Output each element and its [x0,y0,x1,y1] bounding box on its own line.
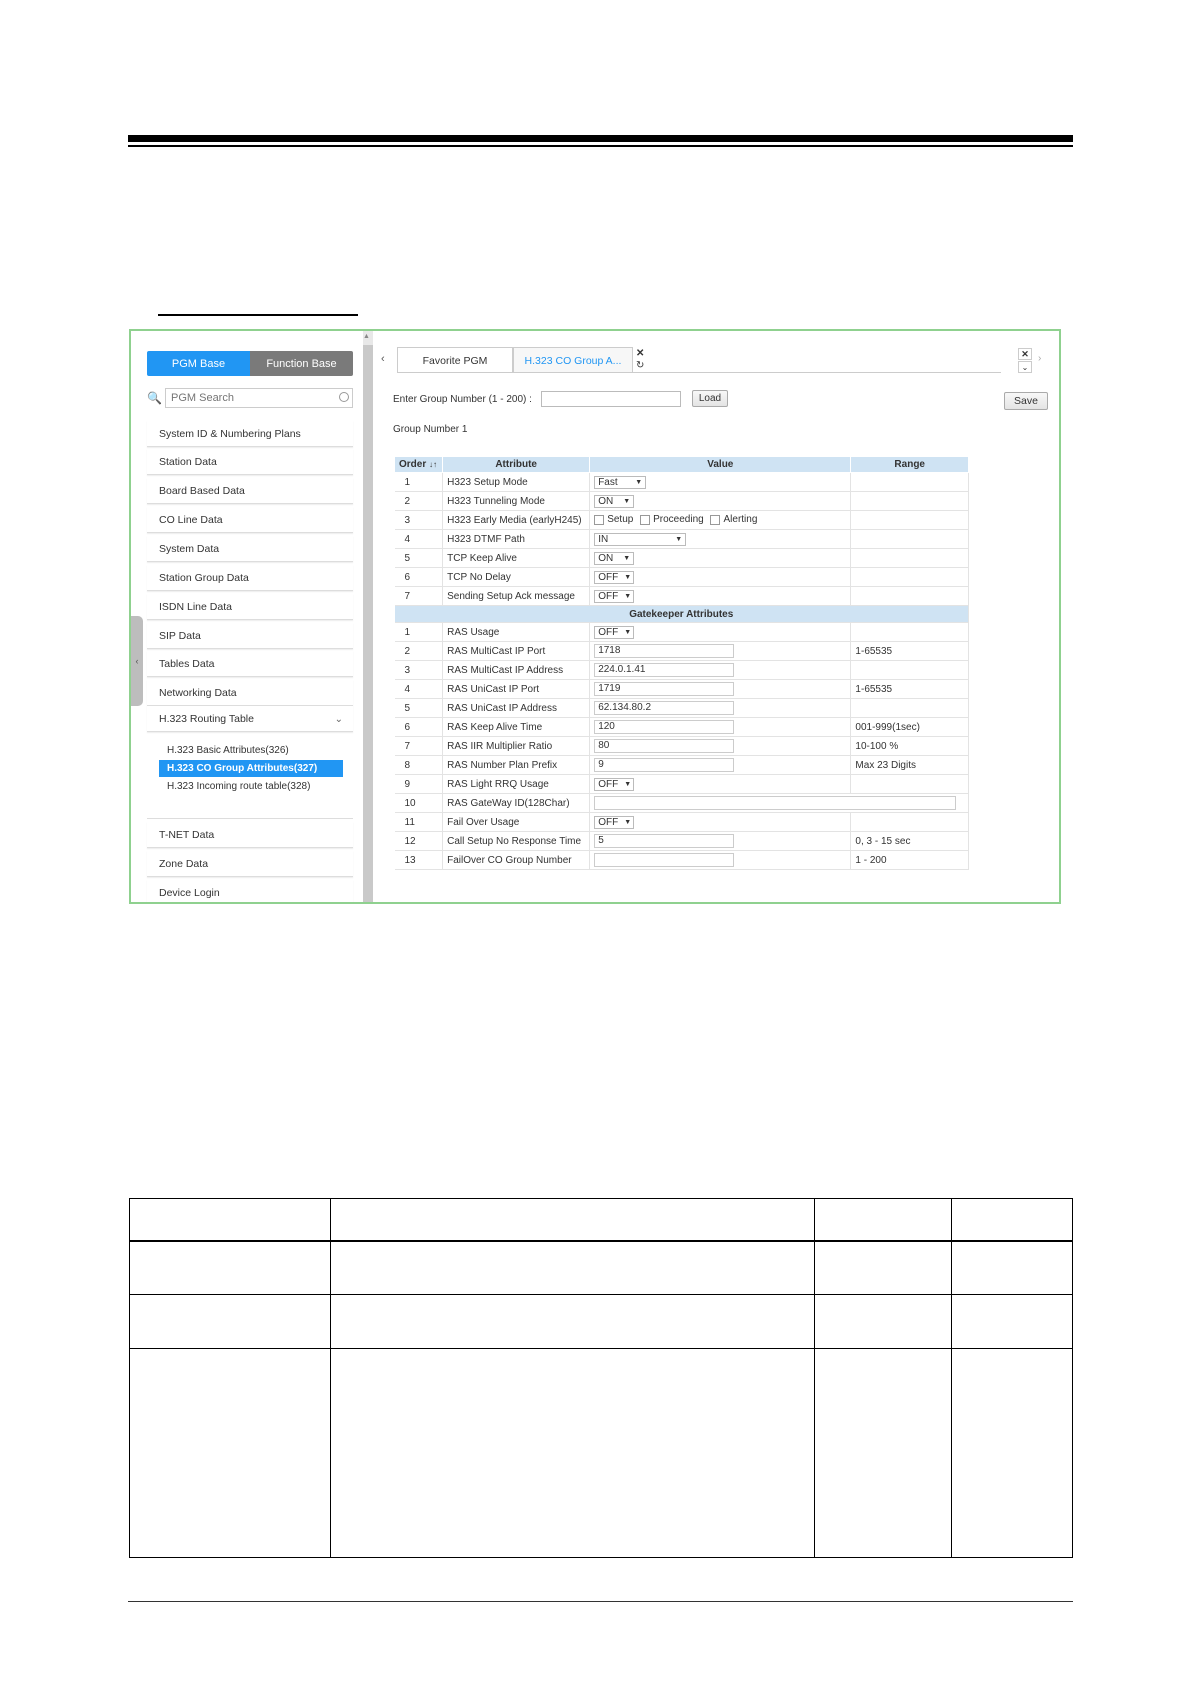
menu-tables-data[interactable]: Tables Data [147,651,353,677]
menu-h323-routing-label: H.323 Routing Table [159,712,254,725]
dropdown-arrow-icon: ▼ [624,592,632,600]
row-range [851,530,969,549]
table-row [395,737,969,756]
row-order: 6 [395,718,443,737]
early-media-checkboxes [590,511,851,530]
h323-tunneling-mode-select[interactable]: ON ▼ [594,495,634,508]
row-order: 4 [395,680,443,699]
row-order: 7 [395,587,443,606]
tab-list-dropdown-icon[interactable]: ⌄ [1018,361,1032,373]
row-range [851,492,969,511]
header-rule-thick [128,135,1073,142]
group-number-label: Group Number 1 [393,424,468,435]
table-row [395,587,969,606]
footer-rule [128,1601,1073,1602]
row-range [851,511,969,530]
ras-unicast-ip-input[interactable]: 62.134.80.2 [594,701,734,715]
row-attribute: FailOver CO Group Number [443,851,590,870]
table-row [395,680,969,699]
table-cell [330,1349,814,1558]
row-range: 0, 3 - 15 sec [851,832,969,851]
table-cell [952,1199,1073,1241]
table-cell [952,1349,1073,1558]
row-range [851,661,969,680]
dropdown-arrow-icon: ▼ [624,628,632,636]
row-range: 1 - 200 [851,851,969,870]
call-setup-no-response-input[interactable]: 5 [594,834,734,848]
proceeding-checkbox-label: Proceeding [653,514,704,526]
clear-search-icon[interactable] [339,392,349,402]
row-attribute: RAS GateWay ID(128Char) [443,794,590,813]
scroll-up-icon[interactable]: ▲ [363,333,370,340]
row-order: 9 [395,775,443,794]
sending-setup-ack-select[interactable]: OFF ▼ [594,590,634,603]
col-header-value: Value [590,457,851,473]
table-row [395,794,969,813]
gatekeeper-section-header [395,606,969,623]
row-order: 2 [395,642,443,661]
table-cell [130,1241,331,1295]
menu-group-h323-routing [147,706,353,819]
table-cell [952,1241,1073,1295]
row-attribute: RAS Usage [443,623,590,642]
row-attribute: RAS MultiCast IP Address [443,661,590,680]
col-header-attribute: Attribute [443,457,590,473]
description-table [129,1198,1073,1558]
col-header-range: Range [851,457,969,473]
table-cell [815,1199,952,1241]
row-attribute: H323 Tunneling Mode [443,492,590,511]
table-cell [815,1349,952,1558]
collapse-sidebar-icon[interactable]: ‹ [131,616,143,706]
row-range [851,549,969,568]
table-row [395,530,969,549]
row-attribute: Fail Over Usage [443,813,590,832]
ras-unicast-port-input[interactable]: 1719 [594,682,734,696]
menu-sip-data[interactable]: SIP Data [147,623,353,649]
failover-co-group-input[interactable] [594,853,734,867]
row-order: 8 [395,756,443,775]
menu-isdn-line-data[interactable]: ISDN Line Data [147,594,353,620]
row-range: 001-999(1sec) [851,718,969,737]
dropdown-arrow-icon: ▼ [624,780,632,788]
h323-setup-mode-select[interactable]: Fast ▼ [594,476,646,489]
pgm-search [147,388,353,410]
ras-iir-multiplier-input[interactable]: 80 [594,739,734,753]
tcp-no-delay-select[interactable]: OFF ▼ [594,571,634,584]
table-row [395,661,969,680]
fail-over-usage-select[interactable]: OFF ▼ [594,816,634,829]
dropdown-arrow-icon: ▼ [623,554,631,562]
table-row [395,492,969,511]
table-cell [330,1241,814,1295]
tab-pgm-base[interactable]: PGM Base [147,351,250,376]
dropdown-arrow-icon: ▼ [623,497,631,505]
row-attribute: H323 Setup Mode [443,473,590,492]
menu-system-data[interactable]: System Data [147,536,353,562]
menu-tnet-data[interactable]: T-NET Data [147,822,353,848]
row-attribute: RAS Keep Alive Time [443,718,590,737]
row-order: 3 [395,511,443,530]
setup-checkbox-label: Setup [607,514,634,526]
ras-gateway-id-input[interactable] [594,796,956,810]
table-row [395,623,969,642]
table-cell [952,1295,1073,1349]
table-cell [130,1199,331,1241]
row-order: 1 [395,623,443,642]
ras-keep-alive-time-input[interactable]: 120 [594,720,734,734]
table-row [395,775,969,794]
table-row [395,549,969,568]
sort-icon[interactable]: ↓↑ [429,460,438,469]
row-attribute: RAS IIR Multiplier Ratio [443,737,590,756]
table-cell [815,1295,952,1349]
table-row [395,568,969,587]
sidebar-scrollbar-thumb[interactable] [363,345,373,902]
row-range: 10-100 % [851,737,969,756]
tabs-next-icon[interactable]: › [1038,353,1042,364]
dropdown-arrow-icon: ▼ [624,818,632,826]
table-row [395,699,969,718]
table-cell [130,1349,331,1558]
section-heading-underline [158,314,358,316]
row-attribute: Call Setup No Response Time [443,832,590,851]
row-range [851,568,969,587]
dropdown-arrow-icon: ▼ [635,478,643,486]
tabs-prev-icon[interactable]: ‹ [381,353,385,365]
menu-station-data[interactable]: Station Data [147,449,353,475]
row-order: 7 [395,737,443,756]
row-attribute: RAS MultiCast IP Port [443,642,590,661]
group-number-prompt: Enter Group Number (1 - 200) : [393,394,532,405]
row-order: 1 [395,473,443,492]
row-order: 13 [395,851,443,870]
ras-number-plan-prefix-input[interactable]: 9 [594,758,734,772]
dropdown-arrow-icon: ▼ [675,535,683,543]
ras-usage-select[interactable]: OFF ▼ [594,626,634,639]
row-range [851,473,969,492]
menu-system-id[interactable]: System ID & Numbering Plans [147,421,353,447]
col-header-order[interactable]: Order ↓↑ [395,457,443,473]
row-attribute: RAS UniCast IP Address [443,699,590,718]
alerting-checkbox-label: Alerting [723,514,758,526]
row-attribute: RAS Light RRQ Usage [443,775,590,794]
tab-h323-co-group[interactable]: H.323 CO Group A... [513,347,633,373]
row-order: 4 [395,530,443,549]
row-attribute: RAS UniCast IP Port [443,680,590,699]
menu-board-based-data[interactable]: Board Based Data [147,478,353,504]
ras-multicast-ip-input[interactable]: 224.0.1.41 [594,663,734,677]
table-row [395,756,969,775]
alerting-checkbox[interactable] [710,515,720,525]
load-button[interactable]: Load [692,390,728,407]
dropdown-arrow-icon: ▼ [624,573,632,581]
table-row [395,642,969,661]
row-order: 2 [395,492,443,511]
row-order: 10 [395,794,443,813]
ras-light-rrq-select[interactable]: OFF ▼ [594,778,634,791]
row-order: 6 [395,568,443,587]
h323-dtmf-path-select[interactable]: IN ▼ [594,533,686,546]
row-attribute: TCP Keep Alive [443,549,590,568]
submenu-h323-co-group-attributes[interactable]: H.323 CO Group Attributes(327) [159,760,343,777]
row-range: 1-65535 [851,680,969,699]
table-cell [330,1199,814,1241]
tcp-keep-alive-select[interactable]: ON ▼ [594,552,634,565]
table-cell [130,1295,331,1349]
submenu-h323-incoming-route[interactable]: H.323 Incoming route table(328) [167,781,311,792]
menu-co-line-data[interactable]: CO Line Data [147,507,353,533]
row-order: 3 [395,661,443,680]
row-attribute: Sending Setup Ack message [443,587,590,606]
table-cell [330,1295,814,1349]
menu-networking-data[interactable]: Networking Data [147,680,353,706]
row-order: 5 [395,549,443,568]
submenu-h323-basic-attributes[interactable]: H.323 Basic Attributes(326) [167,745,289,756]
menu-station-group-data[interactable]: Station Group Data [147,565,353,591]
row-range [851,699,969,718]
row-order: 11 [395,813,443,832]
table-row [395,832,969,851]
search-icon: 🔍 [147,391,162,405]
close-all-icon[interactable]: ✕ [1018,348,1032,360]
row-range [851,813,969,832]
tab-function-base[interactable]: Function Base [250,351,353,376]
chevron-down-icon: ⌄ [334,714,343,725]
menu-h323-routing-table[interactable] [147,706,353,732]
save-button[interactable]: Save [1004,392,1048,410]
pgm-mode-tabs [147,351,353,376]
row-range: Max 23 Digits [851,756,969,775]
close-tab-icon[interactable]: ✕ [636,348,645,359]
row-attribute: RAS Number Plan Prefix [443,756,590,775]
pgm-search-input[interactable] [165,388,353,408]
setup-checkbox[interactable] [594,515,604,525]
group-number-input[interactable] [541,391,681,407]
table-row [395,511,969,530]
table-row [395,718,969,737]
row-order: 5 [395,699,443,718]
table-cell [815,1241,952,1295]
row-range: 1-65535 [851,642,969,661]
refresh-icon[interactable]: ↻ [636,360,645,371]
proceeding-checkbox[interactable] [640,515,650,525]
attributes-table [394,456,969,870]
row-attribute: H323 Early Media (earlyH245) [443,511,590,530]
row-range [851,623,969,642]
tab-favorite-pgm[interactable]: Favorite PGM [397,347,513,373]
row-range [851,775,969,794]
row-attribute: H323 DTMF Path [443,530,590,549]
menu-zone-data[interactable]: Zone Data [147,851,353,877]
table-row [395,813,969,832]
table-row [395,473,969,492]
table-row [395,851,969,870]
row-range [851,587,969,606]
section-title: Gatekeeper Attributes [395,606,969,623]
row-attribute: TCP No Delay [443,568,590,587]
ras-multicast-port-input[interactable]: 1718 [594,644,734,658]
menu-device-login[interactable]: Device Login [147,880,353,904]
row-order: 12 [395,832,443,851]
header-rule-thin [128,145,1073,147]
screenshot-frame [129,329,1061,904]
tabs-baseline [397,372,1001,373]
